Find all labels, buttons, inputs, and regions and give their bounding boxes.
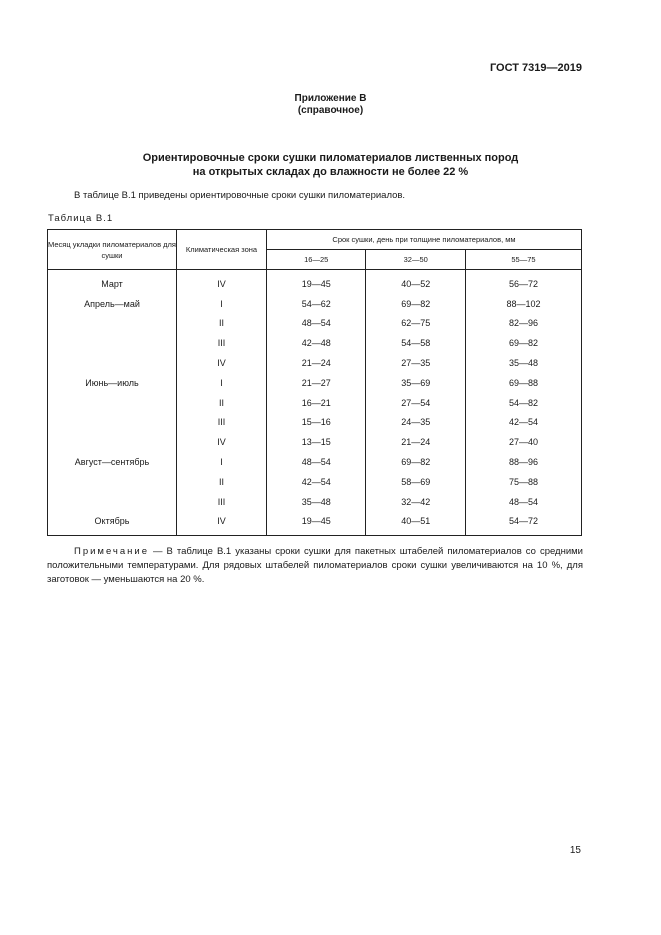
table-row — [48, 413, 582, 433]
cell-t1: 35—48 — [267, 492, 366, 512]
table-row — [48, 314, 582, 334]
cell-t1: 19—45 — [267, 270, 366, 294]
cell-t2: 24—35 — [366, 413, 465, 433]
table-row — [48, 393, 582, 413]
cell-t2: 21—24 — [366, 432, 465, 452]
cell-month: Август—сентябрь — [48, 452, 177, 472]
cell-zone: III — [177, 492, 267, 512]
cell-month — [48, 353, 177, 373]
cell-t2: 69—82 — [366, 294, 465, 314]
cell-t2: 69—82 — [366, 452, 465, 472]
section-title-line-1: Ориентировочные сроки сушки пиломатериалов лиственных пород — [142, 152, 519, 164]
cell-t1: 13—15 — [267, 432, 366, 452]
cell-t1: 21—24 — [267, 353, 366, 373]
header-thickness-1: 16—25 — [267, 250, 366, 270]
annex-heading — [0, 93, 661, 117]
table-row — [48, 294, 582, 314]
cell-t1: 21—27 — [267, 373, 366, 393]
section-title — [0, 151, 661, 179]
table-row — [48, 512, 582, 536]
cell-zone: IV — [177, 270, 267, 294]
table-note — [47, 545, 583, 587]
cell-t1: 19—45 — [267, 512, 366, 536]
cell-month — [48, 492, 177, 512]
header-month: Месяц укладки пиломатериалов для сушки — [48, 230, 177, 270]
cell-month — [48, 393, 177, 413]
header-thickness-3: 55—75 — [465, 250, 581, 270]
cell-t2: 54—58 — [366, 333, 465, 353]
cell-t3: 88—96 — [465, 452, 581, 472]
cell-t3: 75—88 — [465, 472, 581, 492]
note-label: Примечание — [74, 546, 149, 557]
intro-paragraph: В таблице В.1 приведены ориентировочные сроки сушки пиломатериалов. — [74, 190, 406, 201]
page-number: 15 — [569, 845, 581, 856]
cell-t1: 42—48 — [267, 333, 366, 353]
cell-month — [48, 333, 177, 353]
cell-t2: 40—52 — [366, 270, 465, 294]
table-row — [48, 492, 582, 512]
cell-zone: I — [177, 373, 267, 393]
table-row — [48, 432, 582, 452]
annex-kind: (справочное) — [297, 105, 364, 116]
cell-t3: 48—54 — [465, 492, 581, 512]
cell-zone: I — [177, 294, 267, 314]
drying-time-table — [47, 229, 582, 536]
table-row — [48, 333, 582, 353]
cell-t3: 54—82 — [465, 393, 581, 413]
cell-t3: 69—88 — [465, 373, 581, 393]
cell-t1: 54—62 — [267, 294, 366, 314]
table-row — [48, 353, 582, 373]
cell-t3: 88—102 — [465, 294, 581, 314]
cell-t2: 40—51 — [366, 512, 465, 536]
cell-zone: II — [177, 314, 267, 334]
cell-t3: 56—72 — [465, 270, 581, 294]
table-body — [48, 270, 582, 536]
cell-t1: 16—21 — [267, 393, 366, 413]
header-drying-time: Срок сушки, день при толщине пиломатериалов, мм — [267, 230, 582, 250]
cell-t2: 32—42 — [366, 492, 465, 512]
table-caption: Таблица В.1 — [48, 213, 114, 224]
cell-t3: 35—48 — [465, 353, 581, 373]
annex-title: Приложение В — [294, 93, 367, 104]
cell-t2: 27—54 — [366, 393, 465, 413]
cell-zone: II — [177, 393, 267, 413]
table-row — [48, 270, 582, 294]
cell-t1: 42—54 — [267, 472, 366, 492]
table-row — [48, 373, 582, 393]
table-row — [48, 452, 582, 472]
header-thickness-2: 32—50 — [366, 250, 465, 270]
header-zone: Климатическая зона — [177, 230, 267, 270]
cell-month — [48, 432, 177, 452]
cell-zone: II — [177, 472, 267, 492]
cell-t2: 27—35 — [366, 353, 465, 373]
cell-t3: 82—96 — [465, 314, 581, 334]
cell-month — [48, 314, 177, 334]
standard-number: ГОСТ 7319—2019 — [489, 62, 582, 74]
cell-month: Апрель—май — [48, 294, 177, 314]
cell-t2: 58—69 — [366, 472, 465, 492]
cell-zone: III — [177, 333, 267, 353]
cell-t2: 62—75 — [366, 314, 465, 334]
cell-month: Март — [48, 270, 177, 294]
cell-t1: 15—16 — [267, 413, 366, 433]
cell-zone: I — [177, 452, 267, 472]
table-row — [48, 472, 582, 492]
cell-zone: IV — [177, 353, 267, 373]
cell-t3: 27—40 — [465, 432, 581, 452]
cell-zone: IV — [177, 432, 267, 452]
cell-t2: 35—69 — [366, 373, 465, 393]
cell-zone: IV — [177, 512, 267, 536]
cell-t1: 48—54 — [267, 452, 366, 472]
cell-t3: 54—72 — [465, 512, 581, 536]
cell-t1: 48—54 — [267, 314, 366, 334]
cell-month: Октябрь — [48, 512, 177, 536]
cell-zone: III — [177, 413, 267, 433]
cell-month: Июнь—июль — [48, 373, 177, 393]
cell-month — [48, 472, 177, 492]
cell-t3: 69—82 — [465, 333, 581, 353]
cell-t3: 42—54 — [465, 413, 581, 433]
cell-month — [48, 413, 177, 433]
note-text: — В таблице В.1 указаны сроки сушки для пакетных штабелей пиломатериалов со средними положительными температурами. Для рядовых штабелей пиломатериалов сроки сушки увеличиваются на 10 %, для заготовок — уменьшаются на 20 %. — [47, 546, 583, 585]
section-title-line-2: на открытых складах до влажности не более 22 % — [192, 166, 469, 178]
